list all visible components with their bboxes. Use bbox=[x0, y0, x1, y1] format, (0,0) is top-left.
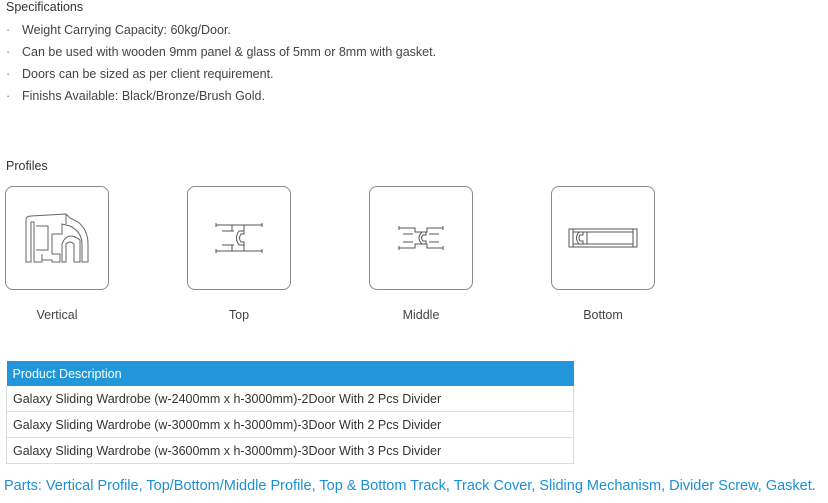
product-table bbox=[6, 361, 574, 464]
bottom-profile-icon bbox=[567, 226, 639, 250]
profile-image-box bbox=[187, 186, 291, 290]
spec-item bbox=[6, 88, 436, 110]
profile-label: Bottom bbox=[583, 308, 623, 322]
profile-card-top bbox=[187, 186, 291, 322]
specifications-title: Specifications bbox=[6, 0, 84, 14]
profile-card-bottom bbox=[551, 186, 655, 322]
spec-item-text: Finishs Available: Black/Bronze/Brush Gold. bbox=[22, 89, 265, 103]
table-row bbox=[7, 412, 574, 438]
parts-text: Parts: Vertical Profile, Top/Bottom/Middle Profile, Top & Bottom Track, Track Cover, Sliding Mechanism, Divider Screw, Gasket. bbox=[4, 478, 816, 494]
spec-item-text: Can be used with wooden 9mm panel & glass of 5mm or 8mm with gasket. bbox=[22, 45, 437, 59]
table-header-row bbox=[7, 361, 574, 386]
table-cell: Galaxy Sliding Wardrobe (w-3000mm x h-3000mm)-3Door With 2 Pcs Divider bbox=[7, 412, 574, 438]
profile-image-box bbox=[551, 186, 655, 290]
profile-card-vertical bbox=[5, 186, 109, 322]
profiles-title: Profiles bbox=[6, 159, 48, 173]
profile-label: Vertical bbox=[36, 308, 78, 322]
top-profile-icon bbox=[214, 220, 264, 256]
table-cell: Galaxy Sliding Wardrobe (w-3600mm x h-3000mm)-3Door With 3 Pcs Divider bbox=[7, 438, 574, 464]
bullet-icon: · bbox=[6, 89, 11, 103]
spec-item bbox=[6, 22, 436, 44]
profile-label: Top bbox=[228, 308, 250, 322]
profile-label: Middle bbox=[402, 308, 440, 322]
spec-item-text: Doors can be sized as per client requirement. bbox=[22, 67, 274, 81]
specifications-list bbox=[6, 22, 436, 110]
bullet-icon: · bbox=[6, 45, 11, 59]
profile-card-middle bbox=[369, 186, 473, 322]
table-header-cell: Product Description bbox=[7, 361, 574, 386]
vertical-profile-icon bbox=[22, 210, 92, 266]
table-row bbox=[7, 438, 574, 464]
bullet-icon: · bbox=[6, 23, 11, 37]
profile-image-box bbox=[5, 186, 109, 290]
table-row bbox=[7, 386, 574, 412]
middle-profile-icon bbox=[397, 224, 445, 252]
profile-image-box bbox=[369, 186, 473, 290]
table-cell: Galaxy Sliding Wardrobe (w-2400mm x h-3000mm)-2Door With 2 Pcs Divider bbox=[7, 386, 574, 412]
spec-item bbox=[6, 44, 436, 66]
spec-item bbox=[6, 66, 436, 88]
spec-item-text: Weight Carrying Capacity: 60kg/Door. bbox=[22, 23, 231, 37]
bullet-icon: · bbox=[6, 67, 11, 81]
